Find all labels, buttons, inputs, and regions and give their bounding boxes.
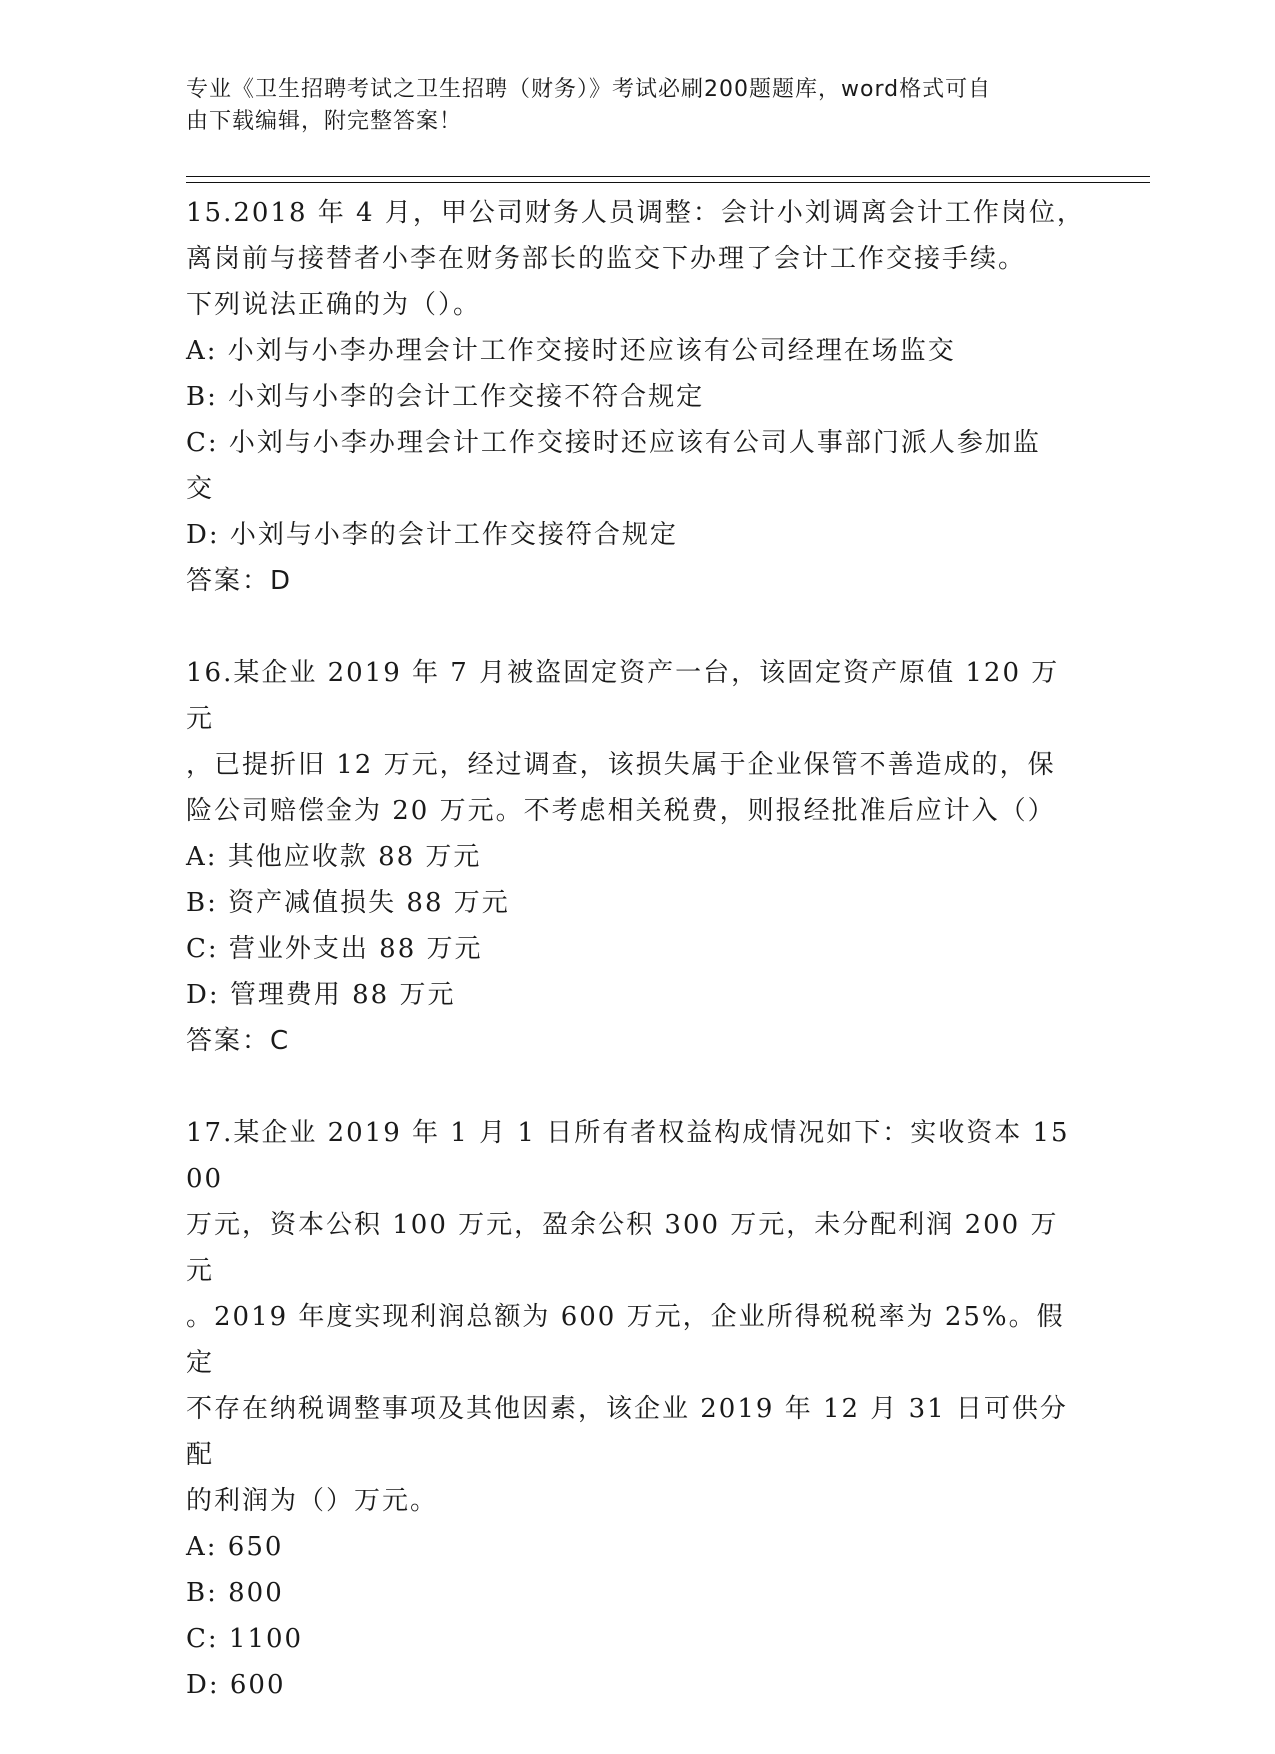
question-item [186, 190, 1086, 604]
header-divider-top [186, 176, 1150, 177]
question-text-line: 万元，资本公积 100 万元，盈余公积 300 万元，未分配利润 200 万元 [186, 1210, 1059, 1286]
answer-label: 答案：C [186, 1026, 291, 1056]
question-text-line: ，已提折旧 12 万元，经过调查，该损失属于企业保管不善造成的，保 [186, 750, 1056, 780]
option-a: A: 650 [186, 1532, 284, 1562]
option-c: C: 1100 [186, 1624, 304, 1654]
question-item [186, 1110, 1086, 1708]
option-c: C: 小刘与小李办理会计工作交接时还应该有公司人事部门派人参加监 [186, 428, 1041, 458]
question-list [186, 190, 1086, 1754]
question-text-line: 15.2018 年 4 月，甲公司财务人员调整：会计小刘调离会计工作岗位， [186, 198, 1085, 228]
option-a: A: 其他应收款 88 万元 [186, 842, 482, 872]
option-c: C: 营业外支出 88 万元 [186, 934, 483, 964]
document-header [186, 74, 1086, 138]
question-text-line: 17.某企业 2019 年 1 月 1 日所有者权益构成情况如下：实收资本 1500 [186, 1118, 1070, 1194]
option-b: B: 800 [186, 1578, 284, 1608]
answer-label: 答案：D [186, 566, 293, 596]
option-d: D: 小刘与小李的会计工作交接符合规定 [186, 520, 678, 550]
question-text-line: 下列说法正确的为（）。 [186, 290, 482, 320]
option-a: A: 小刘与小李办理会计工作交接时还应该有公司经理在场监交 [186, 336, 956, 366]
option-c-continued: 交 [186, 474, 215, 504]
header-title-line-1: 专业《卫生招聘考试之卫生招聘（财务）》考试必刷200题题库，word格式可自 [186, 77, 992, 102]
question-text-line: 离岗前与接替者小李在财务部长的监交下办理了会计工作交接手续。 [186, 244, 1027, 274]
option-d: D: 600 [186, 1670, 286, 1700]
option-b: B: 小刘与小李的会计工作交接不符合规定 [186, 382, 705, 412]
option-b: B: 资产减值损失 88 万元 [186, 888, 510, 918]
question-text-line: 。2019 年度实现利润总额为 600 万元，企业所得税税率为 25%。假定 [186, 1302, 1065, 1378]
header-divider-bottom [186, 182, 1150, 183]
question-text-line: 16.某企业 2019 年 7 月被盗固定资产一台，该固定资产原值 120 万元 [186, 658, 1060, 734]
question-item [186, 650, 1086, 1064]
question-text-line: 的利润为（）万元。 [186, 1486, 439, 1516]
header-title-line-2: 由下载编辑，附完整答案！ [186, 109, 463, 134]
option-d: D: 管理费用 88 万元 [186, 980, 456, 1010]
question-text-line: 不存在纳税调整事项及其他因素，该企业 2019 年 12 月 31 日可供分配 [186, 1394, 1068, 1470]
question-text-line: 险公司赔偿金为 20 万元。不考虑相关税费，则报经批准后应计入（） [186, 796, 1056, 826]
